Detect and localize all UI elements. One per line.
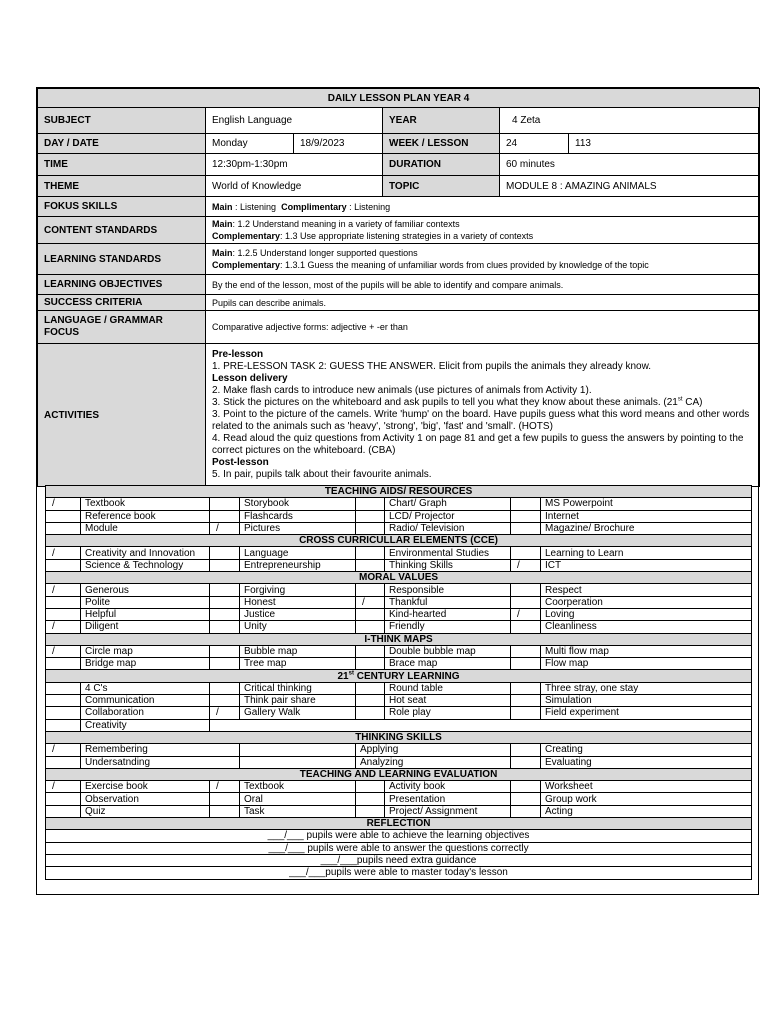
reflection-row [46, 854, 752, 866]
thinking-skills-item: Evaluating [541, 756, 752, 768]
teaching-aids-tick [356, 510, 385, 522]
evaluation-item: Exercise book [81, 781, 210, 793]
activity-step [212, 397, 753, 409]
fokus-value [206, 197, 760, 217]
century-learning-tick [356, 682, 385, 694]
evaluation-tick [356, 781, 385, 793]
moral-values-item: Helpful [81, 608, 210, 620]
teaching-aids-item: Flashcards [240, 510, 356, 522]
duration-value: 60 minutes [500, 154, 760, 176]
teaching-aids-item: LCD/ Projector [385, 510, 511, 522]
content-main: : 1.2 Understand meaning in a variety of familiar contexts [232, 219, 460, 229]
ithink-maps-tick [356, 645, 385, 657]
activity-step: 2. Make flash cards to introduce new animals (use pictures of animals from Activity 1). [212, 385, 592, 396]
learning-comp: : 1.3.1 Guess the meaning of unfamiliar words from clues provided by knowledge of the topic [280, 260, 649, 270]
century-learning-tick [210, 695, 240, 707]
century-learning-item: Creativity [81, 719, 210, 731]
teaching-aids-tick [210, 498, 240, 510]
century-learning-row [46, 695, 752, 707]
evaluation-tick: / [46, 781, 81, 793]
ithink-maps-item: Double bubble map [385, 645, 511, 657]
century-learning-tick [46, 707, 81, 719]
fokus-main-label: Main [212, 201, 233, 212]
week-label: WEEK / LESSON [383, 134, 500, 154]
teaching-aids-tick: / [46, 498, 81, 510]
year-value: 4 Zeta [500, 108, 760, 134]
cce-tick [511, 547, 541, 559]
century-learning-item: 4 C's [81, 682, 210, 694]
moral-values-item: Justice [240, 608, 356, 620]
moral-values-row [46, 608, 752, 620]
moral-values-row [46, 584, 752, 596]
checklist-table [45, 485, 752, 880]
reflection-line: ___/___ pupils were able to answer the questions correctly [46, 842, 752, 854]
theme-label: THEME [38, 176, 206, 197]
evaluation-tick [511, 793, 541, 805]
evaluation-item: Observation [81, 793, 210, 805]
reflection-line: ___/___pupils need extra guidance [46, 854, 752, 866]
content-standards-value [206, 217, 760, 244]
century-learning-item: Gallery Walk [240, 707, 356, 719]
century-learning-item: Simulation [541, 695, 752, 707]
cce-header-row [46, 535, 752, 547]
success-label: SUCCESS CRITERIA [38, 295, 206, 311]
day-value: Monday [206, 134, 294, 154]
thinking-skills-header-row [46, 731, 752, 743]
reflection-row [46, 830, 752, 842]
century-learning-item: Think pair share [240, 695, 356, 707]
activity-step: 1. PRE-LESSON TASK 2: GUESS THE ANSWER. Elicit from pupils the animals they already know. [212, 361, 652, 372]
moral-values-tick [210, 584, 240, 596]
moral-values-tick: / [356, 596, 385, 608]
lesson-delivery-heading: Lesson delivery [212, 373, 288, 384]
evaluation-tick [511, 781, 541, 793]
cce-tick [210, 547, 240, 559]
fokus-comp: : Listening [349, 201, 391, 212]
moral-values-row [46, 621, 752, 633]
moral-values-item: Coorperation [541, 596, 752, 608]
teaching-aids-item: Chart/ Graph [385, 498, 511, 510]
topic-label: TOPIC [383, 176, 500, 197]
lesson-info-table [37, 88, 760, 487]
reflection-line: ___/___pupils were able to master today's lesson [46, 867, 752, 879]
century-learning-tick [356, 695, 385, 707]
century-learning-tick [46, 695, 81, 707]
reflection-title: REFLECTION [46, 818, 752, 830]
pre-lesson-heading: Pre-lesson [212, 349, 264, 360]
learning-main: : 1.2.5 Understand longer supported questions [232, 248, 418, 258]
ithink-maps-item: Bubble map [240, 645, 356, 657]
thinking-skills-tick: / [46, 744, 81, 756]
thinking-skills-row [46, 756, 752, 768]
moral-values-item: Cleanliness [541, 621, 752, 633]
cce-row [46, 559, 752, 571]
teaching-aids-item: Radio/ Television [385, 522, 511, 534]
activity-sup: st [677, 396, 683, 403]
moral-values-item: Respect [541, 584, 752, 596]
ithink-maps-title: I-THINK MAPS [46, 633, 752, 645]
moral-values-tick [356, 584, 385, 596]
moral-values-item: Kind-hearted [385, 608, 511, 620]
moral-values-item: Honest [240, 596, 356, 608]
century-learning-tick [511, 682, 541, 694]
thinking-skills-tick [511, 756, 541, 768]
evaluation-row [46, 793, 752, 805]
cce-item: Thinking Skills [385, 559, 511, 571]
thinking-skills-tick [240, 756, 356, 768]
content-standards-label: CONTENT STANDARDS [38, 217, 206, 244]
century-learning-tick [511, 707, 541, 719]
theme-value: World of Knowledge [206, 176, 383, 197]
century-learning-tick: / [210, 707, 240, 719]
moral-values-tick [356, 608, 385, 620]
thinking-skills-title: THINKING SKILLS [46, 731, 752, 743]
cce-tick [356, 559, 385, 571]
teaching-aids-item: Internet [541, 510, 752, 522]
ithink-maps-item: Tree map [240, 658, 356, 670]
cce-item: Entrepreneurship [240, 559, 356, 571]
time-value: 12:30pm-1:30pm [206, 154, 383, 176]
evaluation-tick [210, 793, 240, 805]
fokus-main: : Listening [235, 201, 277, 212]
evaluation-tick [46, 805, 81, 817]
teaching-aids-item: Textbook [81, 498, 210, 510]
moral-values-item: Generous [81, 584, 210, 596]
moral-values-header-row [46, 572, 752, 584]
teaching-aids-item: MS Powerpoint [541, 498, 752, 510]
success-value: Pupils can describe animals. [206, 295, 760, 311]
learning-comp-label: Complementary [212, 260, 281, 270]
fokus-label: FOKUS SKILLS [38, 197, 206, 217]
thinking-skills-item: Remembering [81, 744, 240, 756]
teaching-aids-item: Storybook [240, 498, 356, 510]
moral-values-tick [46, 596, 81, 608]
thinking-skills-item: Undersatnding [81, 756, 240, 768]
lesson-value: 113 [569, 134, 760, 154]
thinking-skills-tick [46, 756, 81, 768]
evaluation-item: Project/ Assignment [385, 805, 511, 817]
moral-values-item: Friendly [385, 621, 511, 633]
cce-item: Environmental Studies [385, 547, 511, 559]
teaching-aids-tick [356, 522, 385, 534]
moral-values-tick: / [46, 584, 81, 596]
teaching-aids-tick [511, 522, 541, 534]
reflection-row [46, 842, 752, 854]
fokus-comp-label: Complimentary [281, 201, 347, 212]
ithink-maps-row [46, 645, 752, 657]
year-label: YEAR [383, 108, 500, 134]
century-learning-header-row [46, 670, 752, 682]
teaching-aids-row [46, 522, 752, 534]
moral-values-item: Forgiving [240, 584, 356, 596]
century-learning-item: Role play [385, 707, 511, 719]
teaching-aids-item: Module [81, 522, 210, 534]
cce-item: Language [240, 547, 356, 559]
evaluation-item: Quiz [81, 805, 210, 817]
ithink-maps-item: Brace map [385, 658, 511, 670]
evaluation-item: Presentation [385, 793, 511, 805]
century-learning-item: Communication [81, 695, 210, 707]
century-learning-item: Critical thinking [240, 682, 356, 694]
moral-values-tick [210, 596, 240, 608]
learning-standards-value [206, 244, 760, 275]
evaluation-title: TEACHING AND LEARNING EVALUATION [46, 768, 752, 780]
cce-item: Science & Technology [81, 559, 210, 571]
lesson-plan-page [36, 87, 759, 895]
moral-values-tick [511, 621, 541, 633]
teaching-aids-tick [210, 510, 240, 522]
moral-values-item: Thankful [385, 596, 511, 608]
subject-label: SUBJECT [38, 108, 206, 134]
century-learning-tick [210, 682, 240, 694]
century-learning-tick [46, 719, 81, 731]
time-label: TIME [38, 154, 206, 176]
moral-values-tick: / [46, 621, 81, 633]
topic-value: MODULE 8 : AMAZING ANIMALS [500, 176, 760, 197]
evaluation-item: Task [240, 805, 356, 817]
evaluation-item: Oral [240, 793, 356, 805]
reflection-row [46, 867, 752, 879]
thinking-skills-tick [240, 744, 356, 756]
ithink-maps-tick [46, 658, 81, 670]
thinking-skills-row [46, 744, 752, 756]
cce-tick [210, 559, 240, 571]
reflection-line: ___/___ pupils were able to achieve the learning objectives [46, 830, 752, 842]
reflection-header-row [46, 818, 752, 830]
moral-values-tick [210, 621, 240, 633]
teaching-aids-row [46, 510, 752, 522]
evaluation-header-row [46, 768, 752, 780]
evaluation-item: Activity book [385, 781, 511, 793]
activity-step: 4. Read aloud the quiz questions from Activity 1 on page 81 and get a few pupils to guess the answers by pointing to the correct pictures on the whiteboard. (CBA) [212, 433, 744, 456]
ithink-maps-item: Circle map [81, 645, 210, 657]
teaching-aids-tick [46, 510, 81, 522]
teaching-aids-header-row [46, 486, 752, 498]
ithink-maps-item: Multi flow map [541, 645, 752, 657]
century-learning-item: Round table [385, 682, 511, 694]
evaluation-tick [356, 805, 385, 817]
ithink-maps-tick [210, 658, 240, 670]
century-learning-item: Hot seat [385, 695, 511, 707]
moral-values-tick [46, 608, 81, 620]
content-comp: : 1.3 Use appropriate listening strategies in a variety of contexts [280, 231, 534, 241]
cce-item: Learning to Learn [541, 547, 752, 559]
moral-values-tick [511, 596, 541, 608]
activities-value [206, 344, 760, 487]
moral-values-title: MORAL VALUES [46, 572, 752, 584]
moral-values-row [46, 596, 752, 608]
teaching-aids-item: Magazine/ Brochure [541, 522, 752, 534]
cce-title: CROSS CURRICULLAR ELEMENTS (CCE) [46, 535, 752, 547]
moral-values-tick [210, 608, 240, 620]
cce-item: ICT [541, 559, 752, 571]
learning-main-label: Main [212, 248, 233, 258]
century-learning-title: 21st CENTURY LEARNING [46, 670, 752, 682]
century-learning-item: Three stray, one stay [541, 682, 752, 694]
content-comp-label: Complementary [212, 231, 281, 241]
moral-values-tick [356, 621, 385, 633]
century-learning-tick [511, 695, 541, 707]
teaching-aids-row [46, 498, 752, 510]
moral-values-item: Loving [541, 608, 752, 620]
objectives-label: LEARNING OBJECTIVES [38, 275, 206, 295]
century-learning-tick [356, 707, 385, 719]
day-label: DAY / DATE [38, 134, 206, 154]
evaluation-tick: / [210, 781, 240, 793]
evaluation-row [46, 781, 752, 793]
evaluation-row [46, 805, 752, 817]
evaluation-tick [46, 793, 81, 805]
objectives-value: By the end of the lesson, most of the pupils will be able to identify and compare animals. [206, 275, 760, 295]
ithink-maps-tick [356, 658, 385, 670]
teaching-aids-tick [46, 522, 81, 534]
activity-step: 5. In pair, pupils talk about their favourite animals. [212, 469, 432, 480]
post-lesson-heading: Post-lesson [212, 457, 269, 468]
ithink-maps-row [46, 658, 752, 670]
century-learning-row [46, 707, 752, 719]
evaluation-item: Group work [541, 793, 752, 805]
thinking-skills-item: Creating [541, 744, 752, 756]
teaching-aids-item: Reference book [81, 510, 210, 522]
ithink-maps-tick [210, 645, 240, 657]
century-learning-item: Field experiment [541, 707, 752, 719]
activities-label: ACTIVITIES [38, 344, 206, 487]
content-main-label: Main [212, 219, 233, 229]
duration-label: DURATION [383, 154, 500, 176]
language-value: Comparative adjective forms: adjective + -er than [206, 311, 760, 344]
ithink-maps-tick: / [46, 645, 81, 657]
century-learning-tick [46, 682, 81, 694]
week-value: 24 [500, 134, 569, 154]
subject-value: English Language [206, 108, 383, 134]
thinking-skills-item: Applying [356, 744, 511, 756]
century-learning-item: Collaboration [81, 707, 210, 719]
ithink-maps-tick [511, 658, 541, 670]
century-learning-empty [210, 719, 752, 731]
learning-standards-label: LEARNING STANDARDS [38, 244, 206, 275]
evaluation-tick [210, 805, 240, 817]
evaluation-item: Textbook [240, 781, 356, 793]
language-label: LANGUAGE / GRAMMAR FOCUS [38, 311, 206, 344]
teaching-aids-tick [356, 498, 385, 510]
cce-item: Creativity and Innovation [81, 547, 210, 559]
moral-values-item: Unity [240, 621, 356, 633]
thinking-skills-item: Analyzing [356, 756, 511, 768]
thinking-skills-tick [511, 744, 541, 756]
moral-values-item: Responsible [385, 584, 511, 596]
date-value: 18/9/2023 [294, 134, 383, 154]
teaching-aids-tick [511, 498, 541, 510]
evaluation-item: Worksheet [541, 781, 752, 793]
moral-values-item: Polite [81, 596, 210, 608]
moral-values-item: Diligent [81, 621, 210, 633]
cce-tick: / [511, 559, 541, 571]
page-title: DAILY LESSON PLAN YEAR 4 [38, 89, 760, 108]
ithink-maps-item: Flow map [541, 658, 752, 670]
cce-tick [46, 559, 81, 571]
moral-values-tick [511, 584, 541, 596]
ithink-maps-tick [511, 645, 541, 657]
century-learning-sup: st [348, 670, 354, 677]
teaching-aids-tick: / [210, 522, 240, 534]
teaching-aids-item: Pictures [240, 522, 356, 534]
activity-text: CA) [682, 397, 703, 408]
ithink-maps-header-row [46, 633, 752, 645]
ithink-maps-item: Bridge map [81, 658, 210, 670]
evaluation-tick [511, 805, 541, 817]
cce-row [46, 547, 752, 559]
cce-tick: / [46, 547, 81, 559]
century-learning-row [46, 719, 752, 731]
activity-text: 3. Stick the pictures on the whiteboard and ask pupils to tell you what they know about these animals. (21 [212, 397, 678, 408]
evaluation-tick [356, 793, 385, 805]
cce-tick [356, 547, 385, 559]
century-learning-row [46, 682, 752, 694]
activity-step: 3. Point to the picture of the camels. Write 'hump' on the board. Have pupils guess what this word means and other words related to the animals such as 'heavy', 'strong', 'big', 'fast' and 'small'. (HOTS) [212, 409, 750, 432]
moral-values-tick: / [511, 608, 541, 620]
evaluation-item: Acting [541, 805, 752, 817]
checklist-section [45, 485, 751, 880]
teaching-aids-title: TEACHING AIDS/ RESOURCES [46, 486, 752, 498]
teaching-aids-tick [511, 510, 541, 522]
